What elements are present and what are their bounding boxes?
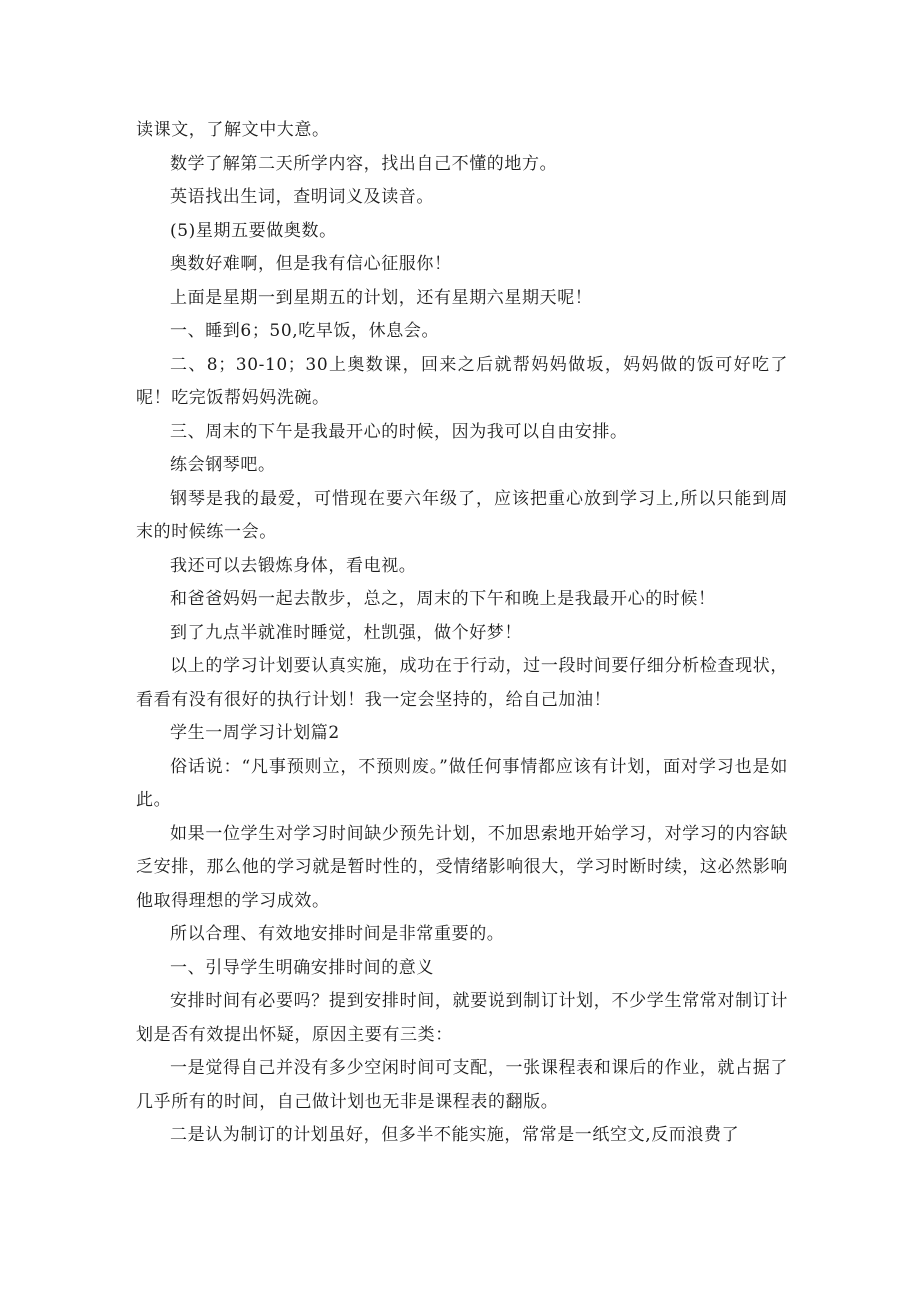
paragraph-16: 俗话说：“凡事预则立，不预则废。”做任何事情都应该有计划，面对学习也是如此。 [136,756,788,810]
paragraph-20: 安排时间有必要吗？提到安排时间，就要说到制订计划，不少学生常常对制订计划是否有效提出怀疑，原因主要有三类： [136,991,788,1045]
paragraph-12: 和爸爸妈妈一起去散步，总之，周末的下午和晚上是我最开心的时候！ [170,589,716,609]
paragraph-8: 三、周末的下午是我最开心的时候，因为我可以自由安排。 [170,421,628,442]
paragraph-4: 奥数好难啊，但是我有信心征服你！ [170,254,452,274]
paragraph-3: (5)星期五要做奥数。 [170,220,337,241]
paragraph-14: 以上的学习计划要认真实施，成功在于行动，过一段时间要仔细分析检查现状，看看有没有很好的执行计划！我一定会坚持的，给自己加油！ [136,656,788,710]
paragraph-5: 上面是星期一到星期五的计划，还有星期六星期天呢！ [170,287,593,308]
paragraph-13: 到了九点半就准时睡觉，杜凯强，做个好梦！ [170,622,522,643]
paragraph-21: 一是觉得自己并没有多少空闲时间可支配，一张课程表和课后的作业，就占据了几乎所有的时间，自己做计划也无非是课程表的翻版。 [136,1058,788,1112]
paragraph-22: 二是认为制订的计划虽好，但多半不能实施，常常是一纸空文,反而浪费了 [170,1125,740,1145]
paragraph-1: 数学了解第二天所学内容，找出自己不懂的地方。 [170,153,558,174]
paragraph-2: 英语找出生词，查明词义及读音。 [170,187,434,207]
paragraph-6: 一、睡到6；50,吃早饭，休息会。 [170,321,440,341]
paragraph-17: 如果一位学生对学习时间缺少预先计划，不加思索地开始学习，对学习的内容缺乏安排，那么他的学习就是暂时性的，受情绪影响很大，学习时断时续，这必然影响他取得理想的学习成效。 [136,823,788,911]
paragraph-18: 所以合理、有效地安排时间是非常重要的。 [170,924,505,944]
section-heading: 学生一周学习计划篇2 [170,723,340,743]
paragraph-0: 读课文，了解文中大意。 [136,120,330,140]
paragraph-11: 我还可以去锻炼身体，看电视。 [170,555,417,576]
subsection-heading: 一、引导学生明确安排时间的意义 [170,957,434,978]
document-body [136,114,788,1153]
paragraph-9: 练会钢琴吧。 [170,455,276,475]
paragraph-7: 二、8；30-10；30上奥数课，回来之后就帮妈妈做坂，妈妈做的饭可好吃了呢！吃完饭帮妈妈洗碗。 [136,354,788,408]
paragraph-10: 钢琴是我的最爱，可惜现在要六年级了，应该把重心放到学习上,所以只能到周末的时候练一会。 [136,488,788,542]
